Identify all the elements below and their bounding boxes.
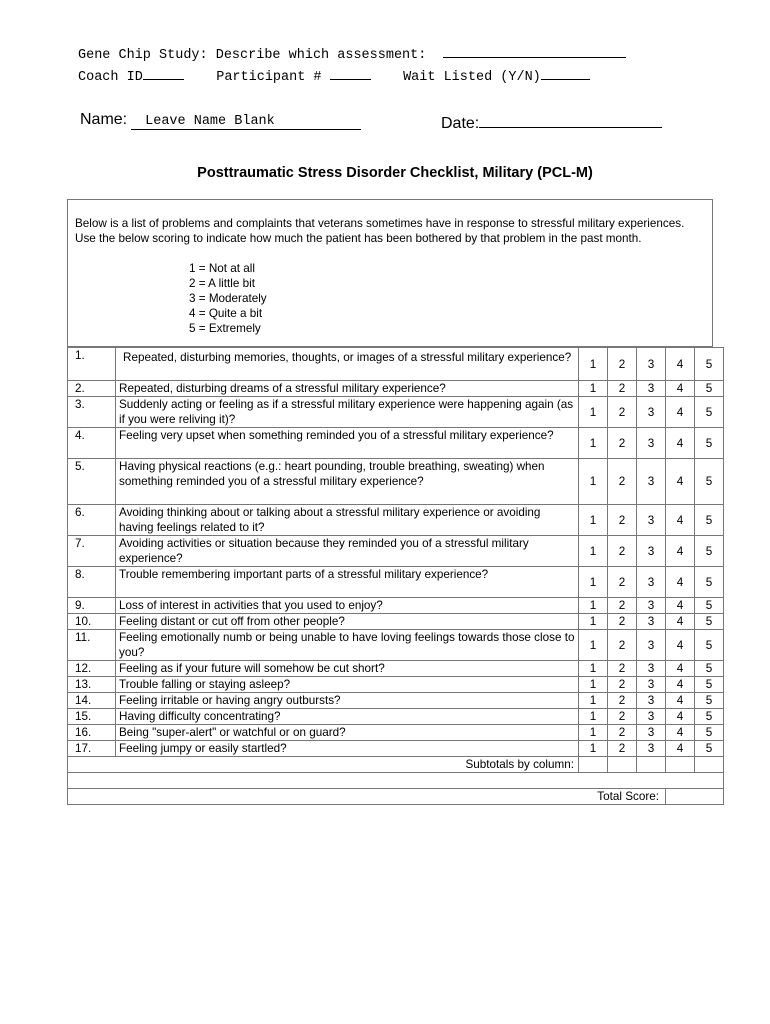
table-row bbox=[68, 661, 724, 677]
scale-item: 3 = Moderately bbox=[189, 292, 267, 305]
rating-option-2[interactable]: 2 bbox=[608, 536, 637, 567]
rating-option-1[interactable]: 1 bbox=[579, 397, 608, 428]
item-number: 17. bbox=[68, 741, 116, 757]
spacer-cell bbox=[68, 773, 724, 789]
table-row bbox=[68, 536, 724, 567]
item-question: Feeling emotionally numb or being unable to have loving feelings towards those close to you? bbox=[116, 630, 579, 661]
table-row bbox=[68, 567, 724, 598]
item-number: 5. bbox=[68, 459, 116, 505]
participant-label: Participant # bbox=[216, 70, 322, 85]
rating-option-4[interactable]: 4 bbox=[666, 677, 695, 693]
item-question: Having physical reactions (e.g.: heart pounding, trouble breathing, sweating) when something reminded you of a stressful military experience? bbox=[116, 459, 579, 505]
rating-option-3[interactable]: 3 bbox=[637, 567, 666, 598]
table-row bbox=[68, 505, 724, 536]
rating-option-1[interactable]: 1 bbox=[579, 709, 608, 725]
item-number: 10. bbox=[68, 614, 116, 630]
rating-option-5[interactable]: 5 bbox=[695, 677, 724, 693]
rating-option-3[interactable]: 3 bbox=[637, 693, 666, 709]
rating-option-3[interactable]: 3 bbox=[637, 598, 666, 614]
table-row bbox=[68, 348, 724, 381]
rating-option-4[interactable]: 4 bbox=[666, 661, 695, 677]
rating-option-2[interactable]: 2 bbox=[608, 397, 637, 428]
item-number: 11. bbox=[68, 630, 116, 661]
item-number: 12. bbox=[68, 661, 116, 677]
rating-option-5[interactable]: 5 bbox=[695, 693, 724, 709]
rating-option-5[interactable]: 5 bbox=[695, 598, 724, 614]
item-number: 9. bbox=[68, 598, 116, 614]
rating-option-4[interactable]: 4 bbox=[666, 397, 695, 428]
rating-option-3[interactable]: 3 bbox=[637, 741, 666, 757]
item-question: Feeling very upset when something reminded you of a stressful military experience? bbox=[116, 428, 579, 459]
item-question: Trouble remembering important parts of a stressful military experience? bbox=[116, 567, 579, 598]
rating-option-2[interactable]: 2 bbox=[608, 693, 637, 709]
scoring-scale bbox=[189, 261, 267, 336]
item-question: Feeling as if your future will somehow be cut short? bbox=[116, 661, 579, 677]
rating-option-4[interactable]: 4 bbox=[666, 709, 695, 725]
item-question: Feeling distant or cut off from other people? bbox=[116, 614, 579, 630]
item-number: 14. bbox=[68, 693, 116, 709]
item-number: 8. bbox=[68, 567, 116, 598]
rating-option-2[interactable]: 2 bbox=[608, 505, 637, 536]
item-number: 16. bbox=[68, 725, 116, 741]
rating-option-2[interactable]: 2 bbox=[608, 661, 637, 677]
date-row bbox=[441, 111, 662, 133]
checklist-table bbox=[67, 347, 724, 805]
table-row bbox=[68, 709, 724, 725]
item-number: 15. bbox=[68, 709, 116, 725]
item-number: 3. bbox=[68, 397, 116, 428]
rating-option-1[interactable]: 1 bbox=[579, 693, 608, 709]
rating-option-5[interactable]: 5 bbox=[695, 536, 724, 567]
date-label: Date: bbox=[441, 115, 480, 132]
rating-option-4[interactable]: 4 bbox=[666, 614, 695, 630]
table-row bbox=[68, 630, 724, 661]
table-row bbox=[68, 725, 724, 741]
rating-option-3[interactable]: 3 bbox=[637, 709, 666, 725]
rating-option-5[interactable]: 5 bbox=[695, 505, 724, 536]
rating-option-5[interactable]: 5 bbox=[695, 661, 724, 677]
rating-option-4[interactable]: 4 bbox=[666, 459, 695, 505]
rating-option-3[interactable]: 3 bbox=[637, 381, 666, 397]
rating-option-1[interactable]: 1 bbox=[579, 725, 608, 741]
instructions-text: Below is a list of problems and complaints that veterans sometimes have in response to stressful military experiences. Use the below scoring to indicate how much the patient has been bothered by that problem in the past month. bbox=[75, 217, 685, 245]
rating-option-3[interactable]: 3 bbox=[637, 661, 666, 677]
rating-option-5[interactable]: 5 bbox=[695, 630, 724, 661]
participant-field[interactable] bbox=[330, 66, 371, 80]
subtotal-cell[interactable] bbox=[695, 757, 724, 773]
item-question: Being "super-alert" or watchful or on guard? bbox=[116, 725, 579, 741]
assessment-field[interactable] bbox=[443, 44, 626, 58]
rating-option-1[interactable]: 1 bbox=[579, 567, 608, 598]
item-number: 4. bbox=[68, 428, 116, 459]
rating-option-2[interactable]: 2 bbox=[608, 381, 637, 397]
rating-option-3[interactable]: 3 bbox=[637, 677, 666, 693]
instructions-box bbox=[67, 199, 713, 347]
id-header-line bbox=[78, 66, 590, 85]
rating-option-4[interactable]: 4 bbox=[666, 598, 695, 614]
rating-option-3[interactable]: 3 bbox=[637, 614, 666, 630]
name-row bbox=[80, 111, 361, 130]
rating-option-4[interactable]: 4 bbox=[666, 725, 695, 741]
item-question: Avoiding thinking about or talking about a stressful military experience or avoiding having feelings related to it? bbox=[116, 505, 579, 536]
rating-option-5[interactable]: 5 bbox=[695, 381, 724, 397]
rating-option-5[interactable]: 5 bbox=[695, 725, 724, 741]
rating-option-5[interactable]: 5 bbox=[695, 348, 724, 381]
rating-option-5[interactable]: 5 bbox=[695, 614, 724, 630]
item-number: 7. bbox=[68, 536, 116, 567]
form-title: Posttraumatic Stress Disorder Checklist, Military (PCL-M) bbox=[197, 165, 593, 181]
rating-option-2[interactable]: 2 bbox=[608, 348, 637, 381]
table-row bbox=[68, 677, 724, 693]
rating-option-1[interactable]: 1 bbox=[579, 741, 608, 757]
item-question: Suddenly acting or feeling as if a stressful military experience were happening again (as if you were reliving it)? bbox=[116, 397, 579, 428]
rating-option-1[interactable]: 1 bbox=[579, 348, 608, 381]
coach-id-field[interactable] bbox=[143, 66, 184, 80]
table-row bbox=[68, 614, 724, 630]
item-question: Repeated, disturbing memories, thoughts, or images of a stressful military experience? bbox=[116, 348, 579, 381]
subtotal-cell[interactable] bbox=[666, 757, 695, 773]
rating-option-3[interactable]: 3 bbox=[637, 348, 666, 381]
rating-option-5[interactable]: 5 bbox=[695, 709, 724, 725]
rating-option-4[interactable]: 4 bbox=[666, 505, 695, 536]
rating-option-5[interactable]: 5 bbox=[695, 741, 724, 757]
rating-option-1[interactable]: 1 bbox=[579, 614, 608, 630]
rating-option-4[interactable]: 4 bbox=[666, 741, 695, 757]
rating-option-2[interactable]: 2 bbox=[608, 598, 637, 614]
date-field[interactable] bbox=[479, 111, 662, 128]
rating-option-3[interactable]: 3 bbox=[637, 725, 666, 741]
total-row bbox=[68, 789, 724, 805]
rating-option-4[interactable]: 4 bbox=[666, 693, 695, 709]
scale-item: 4 = Quite a bit bbox=[189, 307, 263, 320]
item-question: Repeated, disturbing dreams of a stressful military experience? bbox=[116, 381, 579, 397]
rating-option-4[interactable]: 4 bbox=[666, 630, 695, 661]
item-question: Trouble falling or staying asleep? bbox=[116, 677, 579, 693]
scale-item: 2 = A little bit bbox=[189, 277, 255, 290]
rating-option-4[interactable]: 4 bbox=[666, 536, 695, 567]
rating-option-2[interactable]: 2 bbox=[608, 614, 637, 630]
rating-option-1[interactable]: 1 bbox=[579, 677, 608, 693]
subtotal-cell[interactable] bbox=[608, 757, 637, 773]
item-number: 6. bbox=[68, 505, 116, 536]
wait-listed-label: Wait Listed (Y/N) bbox=[403, 70, 541, 85]
rating-option-1[interactable]: 1 bbox=[579, 661, 608, 677]
rating-option-3[interactable]: 3 bbox=[637, 428, 666, 459]
rating-option-5[interactable]: 5 bbox=[695, 459, 724, 505]
rating-option-2[interactable]: 2 bbox=[608, 428, 637, 459]
subtotals-label: Subtotals by column: bbox=[68, 757, 579, 773]
name-label: Name: bbox=[80, 111, 128, 128]
total-score-field[interactable] bbox=[666, 789, 724, 805]
name-field[interactable]: Leave Name Blank bbox=[131, 114, 361, 130]
rating-option-4[interactable]: 4 bbox=[666, 381, 695, 397]
item-number: 1. bbox=[68, 348, 116, 381]
rating-option-4[interactable]: 4 bbox=[666, 567, 695, 598]
item-question: Feeling jumpy or easily startled? bbox=[116, 741, 579, 757]
rating-option-1[interactable]: 1 bbox=[579, 630, 608, 661]
item-question: Having difficulty concentrating? bbox=[116, 709, 579, 725]
rating-option-4[interactable]: 4 bbox=[666, 348, 695, 381]
coach-id-label: Coach ID bbox=[78, 70, 143, 85]
item-question: Avoiding activities or situation because they reminded you of a stressful military experience? bbox=[116, 536, 579, 567]
subtotal-cell[interactable] bbox=[579, 757, 608, 773]
rating-option-5[interactable]: 5 bbox=[695, 397, 724, 428]
table-row bbox=[68, 381, 724, 397]
rating-option-3[interactable]: 3 bbox=[637, 505, 666, 536]
rating-option-2[interactable]: 2 bbox=[608, 630, 637, 661]
rating-option-1[interactable]: 1 bbox=[579, 428, 608, 459]
rating-option-2[interactable]: 2 bbox=[608, 459, 637, 505]
rating-option-1[interactable]: 1 bbox=[579, 459, 608, 505]
table-row bbox=[68, 598, 724, 614]
subtotals-row bbox=[68, 757, 724, 773]
rating-option-2[interactable]: 2 bbox=[608, 725, 637, 741]
rating-option-3[interactable]: 3 bbox=[637, 630, 666, 661]
item-question: Loss of interest in activities that you used to enjoy? bbox=[116, 598, 579, 614]
rating-option-2[interactable]: 2 bbox=[608, 741, 637, 757]
rating-option-1[interactable]: 1 bbox=[579, 536, 608, 567]
item-number: 13. bbox=[68, 677, 116, 693]
rating-option-2[interactable]: 2 bbox=[608, 567, 637, 598]
subtotal-cell[interactable] bbox=[637, 757, 666, 773]
rating-option-4[interactable]: 4 bbox=[666, 428, 695, 459]
assessment-label: Gene Chip Study: Describe which assessment: bbox=[78, 48, 427, 63]
table-row bbox=[68, 741, 724, 757]
item-question: Feeling irritable or having angry outbursts? bbox=[116, 693, 579, 709]
rating-option-3[interactable]: 3 bbox=[637, 459, 666, 505]
rating-option-3[interactable]: 3 bbox=[637, 397, 666, 428]
item-number: 2. bbox=[68, 381, 116, 397]
rating-option-1[interactable]: 1 bbox=[579, 598, 608, 614]
rating-option-1[interactable]: 1 bbox=[579, 381, 608, 397]
total-score-label: Total Score: bbox=[68, 789, 666, 805]
table-row bbox=[68, 397, 724, 428]
table-row bbox=[68, 693, 724, 709]
spacer-row bbox=[68, 773, 724, 789]
scale-item: 1 = Not at all bbox=[189, 262, 255, 275]
study-header-line bbox=[78, 44, 626, 63]
table-row bbox=[68, 428, 724, 459]
rating-option-1[interactable]: 1 bbox=[579, 505, 608, 536]
rating-option-3[interactable]: 3 bbox=[637, 536, 666, 567]
table-row bbox=[68, 459, 724, 505]
rating-option-2[interactable]: 2 bbox=[608, 677, 637, 693]
wait-listed-field[interactable] bbox=[541, 66, 590, 80]
rating-option-5[interactable]: 5 bbox=[695, 567, 724, 598]
rating-option-2[interactable]: 2 bbox=[608, 709, 637, 725]
scale-item: 5 = Extremely bbox=[189, 322, 261, 335]
rating-option-5[interactable]: 5 bbox=[695, 428, 724, 459]
